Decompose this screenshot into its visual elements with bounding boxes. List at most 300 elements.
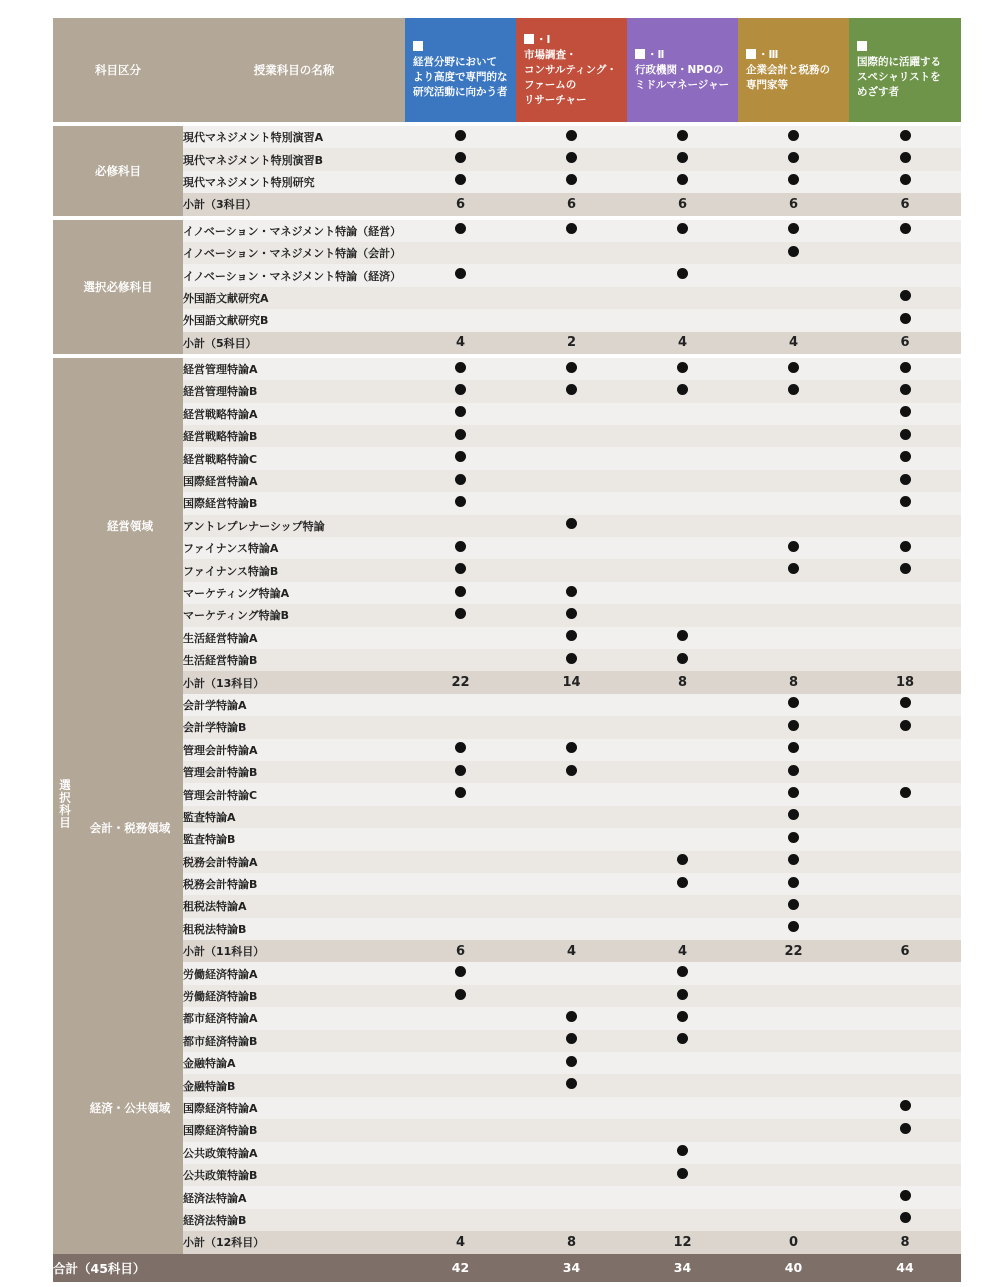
course-name: 金融特論A bbox=[183, 1052, 405, 1074]
mark-cell bbox=[849, 242, 961, 264]
subtotal-value: 18 bbox=[849, 671, 961, 693]
mark-cell bbox=[738, 380, 849, 402]
required-dot-icon bbox=[900, 787, 911, 798]
mark-cell bbox=[405, 220, 516, 242]
mark-cell bbox=[405, 1052, 516, 1074]
mark-cell bbox=[627, 403, 738, 425]
subtotal-label: 小計（12科目） bbox=[183, 1231, 405, 1253]
required-dot-icon bbox=[788, 130, 799, 141]
required-dot-icon bbox=[900, 290, 911, 301]
subtotal-value: 6 bbox=[849, 332, 961, 354]
track-title: 国際的に活躍する スペシャリストを めざす者 bbox=[857, 56, 941, 98]
course-name: 会計学特論A bbox=[183, 694, 405, 716]
total-row bbox=[53, 1254, 961, 1282]
mark-cell bbox=[738, 895, 849, 917]
mark-cell bbox=[849, 1030, 961, 1052]
required-dot-icon bbox=[566, 362, 577, 373]
required-dot-icon bbox=[455, 223, 466, 234]
course-row bbox=[53, 1119, 961, 1141]
mark-cell bbox=[627, 1142, 738, 1164]
course-name: 現代マネジメント特別研究 bbox=[183, 171, 405, 193]
mark-cell bbox=[738, 171, 849, 193]
subtotal-value: 6 bbox=[516, 193, 627, 215]
subtotal-value: 6 bbox=[738, 193, 849, 215]
mark-cell bbox=[849, 1209, 961, 1231]
course-name: 経営管理特論B bbox=[183, 380, 405, 402]
track-code bbox=[635, 48, 730, 63]
mark-cell bbox=[516, 403, 627, 425]
mark-cell bbox=[405, 1030, 516, 1052]
mark-cell bbox=[849, 559, 961, 581]
domain-label: 会計・税務領域 bbox=[77, 694, 183, 963]
track-title: 企業会計と税務の 専門家等 bbox=[746, 63, 830, 91]
mark-cell bbox=[405, 761, 516, 783]
mark-cell bbox=[738, 873, 849, 895]
subtotal-value: 6 bbox=[405, 193, 516, 215]
mark-cell bbox=[738, 403, 849, 425]
course-name: 金融特論B bbox=[183, 1074, 405, 1096]
mark-cell bbox=[516, 761, 627, 783]
required-dot-icon bbox=[788, 720, 799, 731]
mark-cell bbox=[738, 1007, 849, 1029]
mark-cell bbox=[849, 358, 961, 380]
mark-cell bbox=[849, 627, 961, 649]
mark-cell bbox=[627, 242, 738, 264]
mark-cell bbox=[738, 242, 849, 264]
mark-cell bbox=[627, 1164, 738, 1186]
mark-cell bbox=[516, 358, 627, 380]
required-dot-icon bbox=[455, 496, 466, 507]
track-header-1 bbox=[405, 18, 516, 122]
course-name: 都市経済特論A bbox=[183, 1007, 405, 1029]
mark-cell bbox=[405, 985, 516, 1007]
mark-cell bbox=[516, 425, 627, 447]
mark-cell bbox=[516, 559, 627, 581]
mark-cell bbox=[405, 649, 516, 671]
mark-cell bbox=[405, 1097, 516, 1119]
mark-cell bbox=[849, 761, 961, 783]
mark-cell bbox=[738, 1030, 849, 1052]
mark-cell bbox=[516, 515, 627, 537]
course-name: 国際経営特論A bbox=[183, 470, 405, 492]
mark-cell bbox=[516, 1209, 627, 1231]
mark-cell bbox=[516, 783, 627, 805]
mark-cell bbox=[849, 220, 961, 242]
mark-cell bbox=[627, 559, 738, 581]
mark-cell bbox=[516, 380, 627, 402]
required-dot-icon bbox=[900, 429, 911, 440]
required-dot-icon bbox=[677, 989, 688, 1000]
mark-cell bbox=[627, 783, 738, 805]
mark-cell bbox=[849, 694, 961, 716]
course-name: 外国語文献研究A bbox=[183, 287, 405, 309]
course-name: イノベーション・マネジメント特論（会計） bbox=[183, 242, 405, 264]
subtotal-row bbox=[53, 940, 961, 962]
required-dot-icon bbox=[455, 268, 466, 279]
course-row bbox=[53, 694, 961, 716]
domain-label: 経済・公共領域 bbox=[77, 962, 183, 1253]
course-name: 経営管理特論A bbox=[183, 358, 405, 380]
mark-cell bbox=[627, 716, 738, 738]
mark-cell bbox=[627, 739, 738, 761]
required-dot-icon bbox=[566, 1011, 577, 1022]
mark-cell bbox=[738, 1186, 849, 1208]
course-name: 会計学特論B bbox=[183, 716, 405, 738]
total-value: 42 bbox=[405, 1254, 516, 1282]
mark-cell bbox=[405, 447, 516, 469]
course-row bbox=[53, 264, 961, 286]
track-code-text: ・Ⅱ bbox=[647, 48, 665, 61]
required-dot-icon bbox=[677, 362, 688, 373]
mark-cell bbox=[627, 873, 738, 895]
mark-cell bbox=[849, 148, 961, 170]
required-dot-icon bbox=[788, 174, 799, 185]
course-name: マーケティング特論A bbox=[183, 582, 405, 604]
required-dot-icon bbox=[900, 130, 911, 141]
required-dot-icon bbox=[788, 742, 799, 753]
mark-cell bbox=[516, 604, 627, 626]
mark-cell bbox=[405, 895, 516, 917]
course-row bbox=[53, 783, 961, 805]
course-name: 生活経営特論B bbox=[183, 649, 405, 671]
required-dot-icon bbox=[455, 541, 466, 552]
domain-label: 経営領域 bbox=[77, 358, 183, 694]
mark-cell bbox=[516, 309, 627, 331]
mark-cell bbox=[849, 985, 961, 1007]
required-dot-icon bbox=[566, 1078, 577, 1089]
required-dot-icon bbox=[900, 474, 911, 485]
elective-label-cell bbox=[53, 358, 77, 1254]
course-row bbox=[53, 403, 961, 425]
course-name: 公共政策特論A bbox=[183, 1142, 405, 1164]
required-dot-icon bbox=[566, 174, 577, 185]
mark-cell bbox=[627, 264, 738, 286]
required-dot-icon bbox=[900, 406, 911, 417]
required-dot-icon bbox=[566, 384, 577, 395]
required-dot-icon bbox=[900, 174, 911, 185]
course-row bbox=[53, 918, 961, 940]
subtotal-value: 8 bbox=[627, 671, 738, 693]
mark-cell bbox=[738, 962, 849, 984]
required-dot-icon bbox=[455, 765, 466, 776]
mark-cell bbox=[405, 470, 516, 492]
course-row bbox=[53, 126, 961, 148]
required-dot-icon bbox=[788, 384, 799, 395]
mark-cell bbox=[516, 918, 627, 940]
subtotal-label: 小計（5科目） bbox=[183, 332, 405, 354]
course-row bbox=[53, 1030, 961, 1052]
subtotal-value: 4 bbox=[405, 332, 516, 354]
required-dot-icon bbox=[900, 1190, 911, 1201]
mark-cell bbox=[738, 582, 849, 604]
subtotal-value: 4 bbox=[516, 940, 627, 962]
mark-cell bbox=[627, 1007, 738, 1029]
course-row bbox=[53, 1209, 961, 1231]
required-dot-icon bbox=[455, 474, 466, 485]
course-name: ファイナンス特論B bbox=[183, 559, 405, 581]
required-dot-icon bbox=[455, 989, 466, 1000]
required-dot-icon bbox=[900, 697, 911, 708]
required-dot-icon bbox=[566, 742, 577, 753]
mark-cell bbox=[627, 380, 738, 402]
mark-cell bbox=[849, 716, 961, 738]
total-value: 34 bbox=[516, 1254, 627, 1282]
required-dot-icon bbox=[677, 877, 688, 888]
course-name: 経営戦略特論A bbox=[183, 403, 405, 425]
mark-cell bbox=[405, 126, 516, 148]
course-row bbox=[53, 985, 961, 1007]
subtotal-value: 12 bbox=[627, 1231, 738, 1253]
required-dot-icon bbox=[455, 174, 466, 185]
mark-cell bbox=[627, 582, 738, 604]
course-name: 生活経営特論A bbox=[183, 627, 405, 649]
mark-cell bbox=[405, 627, 516, 649]
required-dot-icon bbox=[788, 362, 799, 373]
subtotal-value: 14 bbox=[516, 671, 627, 693]
required-dot-icon bbox=[455, 130, 466, 141]
mark-cell bbox=[738, 492, 849, 514]
track-code-text: ・Ⅰ bbox=[536, 33, 551, 46]
required-dot-icon bbox=[677, 384, 688, 395]
required-dot-icon bbox=[677, 1145, 688, 1156]
mark-cell bbox=[627, 515, 738, 537]
mark-cell bbox=[849, 1119, 961, 1141]
mark-cell bbox=[849, 1074, 961, 1096]
course-row bbox=[53, 171, 961, 193]
mark-cell bbox=[849, 403, 961, 425]
mark-cell bbox=[738, 716, 849, 738]
mark-cell bbox=[405, 582, 516, 604]
course-row bbox=[53, 604, 961, 626]
course-row bbox=[53, 649, 961, 671]
course-row bbox=[53, 309, 961, 331]
mark-cell bbox=[516, 649, 627, 671]
elective-label: 選択科目 bbox=[58, 779, 72, 830]
mark-cell bbox=[627, 851, 738, 873]
mark-cell bbox=[738, 309, 849, 331]
course-row bbox=[53, 447, 961, 469]
required-dot-icon bbox=[455, 451, 466, 462]
track-square-icon bbox=[635, 49, 645, 59]
mark-cell bbox=[627, 828, 738, 850]
subtotal-row bbox=[53, 332, 961, 354]
subtotal-value: 0 bbox=[738, 1231, 849, 1253]
subtotal-value: 6 bbox=[849, 193, 961, 215]
course-row bbox=[53, 220, 961, 242]
required-dot-icon bbox=[788, 899, 799, 910]
required-dot-icon bbox=[788, 697, 799, 708]
required-dot-icon bbox=[900, 451, 911, 462]
mark-cell bbox=[516, 716, 627, 738]
course-row bbox=[53, 242, 961, 264]
course-row bbox=[53, 739, 961, 761]
course-name: アントレプレナーシップ特論 bbox=[183, 515, 405, 537]
course-name: 租税法特論A bbox=[183, 895, 405, 917]
course-row bbox=[53, 851, 961, 873]
mark-cell bbox=[405, 358, 516, 380]
mark-cell bbox=[516, 492, 627, 514]
required-dot-icon bbox=[455, 563, 466, 574]
course-name: イノベーション・マネジメント特論（経営） bbox=[183, 220, 405, 242]
course-row bbox=[53, 1164, 961, 1186]
mark-cell bbox=[627, 1209, 738, 1231]
mark-cell bbox=[627, 537, 738, 559]
course-name: 都市経済特論B bbox=[183, 1030, 405, 1052]
subtotal-value: 6 bbox=[405, 940, 516, 962]
course-row bbox=[53, 287, 961, 309]
required-dot-icon bbox=[677, 1033, 688, 1044]
mark-cell bbox=[405, 716, 516, 738]
course-row bbox=[53, 1142, 961, 1164]
mark-cell bbox=[738, 1074, 849, 1096]
mark-cell bbox=[405, 806, 516, 828]
required-dot-icon bbox=[677, 223, 688, 234]
course-track-table bbox=[53, 18, 961, 1282]
course-row bbox=[53, 537, 961, 559]
course-name: 管理会計特論B bbox=[183, 761, 405, 783]
course-name: ファイナンス特論A bbox=[183, 537, 405, 559]
mark-cell bbox=[627, 358, 738, 380]
mark-cell bbox=[627, 918, 738, 940]
required-dot-icon bbox=[455, 429, 466, 440]
mark-cell bbox=[849, 380, 961, 402]
mark-cell bbox=[627, 126, 738, 148]
mark-cell bbox=[738, 1142, 849, 1164]
mark-cell bbox=[405, 148, 516, 170]
mark-cell bbox=[849, 828, 961, 850]
required-dot-icon bbox=[677, 630, 688, 641]
mark-cell bbox=[405, 962, 516, 984]
required-dot-icon bbox=[566, 1033, 577, 1044]
mark-cell bbox=[516, 1030, 627, 1052]
mark-cell bbox=[405, 287, 516, 309]
course-row bbox=[53, 1007, 961, 1029]
mark-cell bbox=[627, 1074, 738, 1096]
total-value: 44 bbox=[849, 1254, 961, 1282]
mark-cell bbox=[516, 1164, 627, 1186]
mark-cell bbox=[738, 425, 849, 447]
course-row bbox=[53, 470, 961, 492]
mark-cell bbox=[516, 828, 627, 850]
course-name: 現代マネジメント特別演習B bbox=[183, 148, 405, 170]
mark-cell bbox=[405, 828, 516, 850]
required-dot-icon bbox=[677, 1168, 688, 1179]
mark-cell bbox=[405, 559, 516, 581]
mark-cell bbox=[627, 220, 738, 242]
course-row bbox=[53, 895, 961, 917]
mark-cell bbox=[405, 873, 516, 895]
mark-cell bbox=[516, 1119, 627, 1141]
course-row bbox=[53, 1052, 961, 1074]
mark-cell bbox=[627, 309, 738, 331]
required-dot-icon bbox=[455, 608, 466, 619]
track-header-2 bbox=[516, 18, 627, 122]
course-row bbox=[53, 425, 961, 447]
subtotal-value: 4 bbox=[405, 1231, 516, 1253]
subtotal-label: 小計（13科目） bbox=[183, 671, 405, 693]
subtotal-value: 22 bbox=[738, 940, 849, 962]
required-dot-icon bbox=[900, 313, 911, 324]
subtotal-row bbox=[53, 193, 961, 215]
course-row bbox=[53, 1097, 961, 1119]
mark-cell bbox=[516, 627, 627, 649]
mark-cell bbox=[849, 1097, 961, 1119]
course-row bbox=[53, 716, 961, 738]
course-name: 国際経営特論B bbox=[183, 492, 405, 514]
course-row bbox=[53, 627, 961, 649]
mark-cell bbox=[516, 1097, 627, 1119]
mark-cell bbox=[849, 582, 961, 604]
subtotal-value: 8 bbox=[516, 1231, 627, 1253]
mark-cell bbox=[849, 1007, 961, 1029]
mark-cell bbox=[405, 380, 516, 402]
course-name: 税務会計特論A bbox=[183, 851, 405, 873]
mark-cell bbox=[516, 537, 627, 559]
subtotal-value: 4 bbox=[627, 940, 738, 962]
course-name: 労働経済特論A bbox=[183, 962, 405, 984]
required-dot-icon bbox=[677, 174, 688, 185]
subtotal-value: 22 bbox=[405, 671, 516, 693]
required-dot-icon bbox=[677, 966, 688, 977]
course-row bbox=[53, 873, 961, 895]
mark-cell bbox=[627, 1119, 738, 1141]
track-title: 市場調査・ コンサルティング・ファームの リサーチャー bbox=[524, 48, 617, 106]
mark-cell bbox=[738, 220, 849, 242]
mark-cell bbox=[516, 220, 627, 242]
course-row bbox=[53, 761, 961, 783]
mark-cell bbox=[738, 447, 849, 469]
mark-cell bbox=[849, 447, 961, 469]
mark-cell bbox=[738, 1052, 849, 1074]
mark-cell bbox=[738, 694, 849, 716]
mark-cell bbox=[516, 242, 627, 264]
mark-cell bbox=[849, 962, 961, 984]
mark-cell bbox=[516, 126, 627, 148]
section-label: 選択必修科目 bbox=[53, 220, 183, 354]
course-name: 経済法特論A bbox=[183, 1186, 405, 1208]
track-square-icon bbox=[746, 49, 756, 59]
required-dot-icon bbox=[455, 406, 466, 417]
course-name: 管理会計特論A bbox=[183, 739, 405, 761]
mark-cell bbox=[849, 649, 961, 671]
required-dot-icon bbox=[788, 787, 799, 798]
mark-cell bbox=[738, 264, 849, 286]
mark-cell bbox=[516, 873, 627, 895]
mark-cell bbox=[738, 649, 849, 671]
course-name: 現代マネジメント特別演習A bbox=[183, 126, 405, 148]
required-dot-icon bbox=[455, 787, 466, 798]
course-name: 経済法特論B bbox=[183, 1209, 405, 1231]
mark-cell bbox=[405, 425, 516, 447]
mark-cell bbox=[738, 1119, 849, 1141]
mark-cell bbox=[738, 1097, 849, 1119]
required-dot-icon bbox=[900, 362, 911, 373]
required-dot-icon bbox=[900, 384, 911, 395]
course-name: 公共政策特論B bbox=[183, 1164, 405, 1186]
course-name: 経営戦略特論C bbox=[183, 447, 405, 469]
mark-cell bbox=[627, 895, 738, 917]
required-dot-icon bbox=[900, 1212, 911, 1223]
mark-cell bbox=[516, 739, 627, 761]
mark-cell bbox=[849, 492, 961, 514]
subtotal-value: 2 bbox=[516, 332, 627, 354]
track-square-icon bbox=[857, 41, 867, 51]
mark-cell bbox=[516, 895, 627, 917]
track-square-icon bbox=[524, 34, 534, 44]
mark-cell bbox=[849, 126, 961, 148]
mark-cell bbox=[738, 739, 849, 761]
required-dot-icon bbox=[900, 1123, 911, 1134]
